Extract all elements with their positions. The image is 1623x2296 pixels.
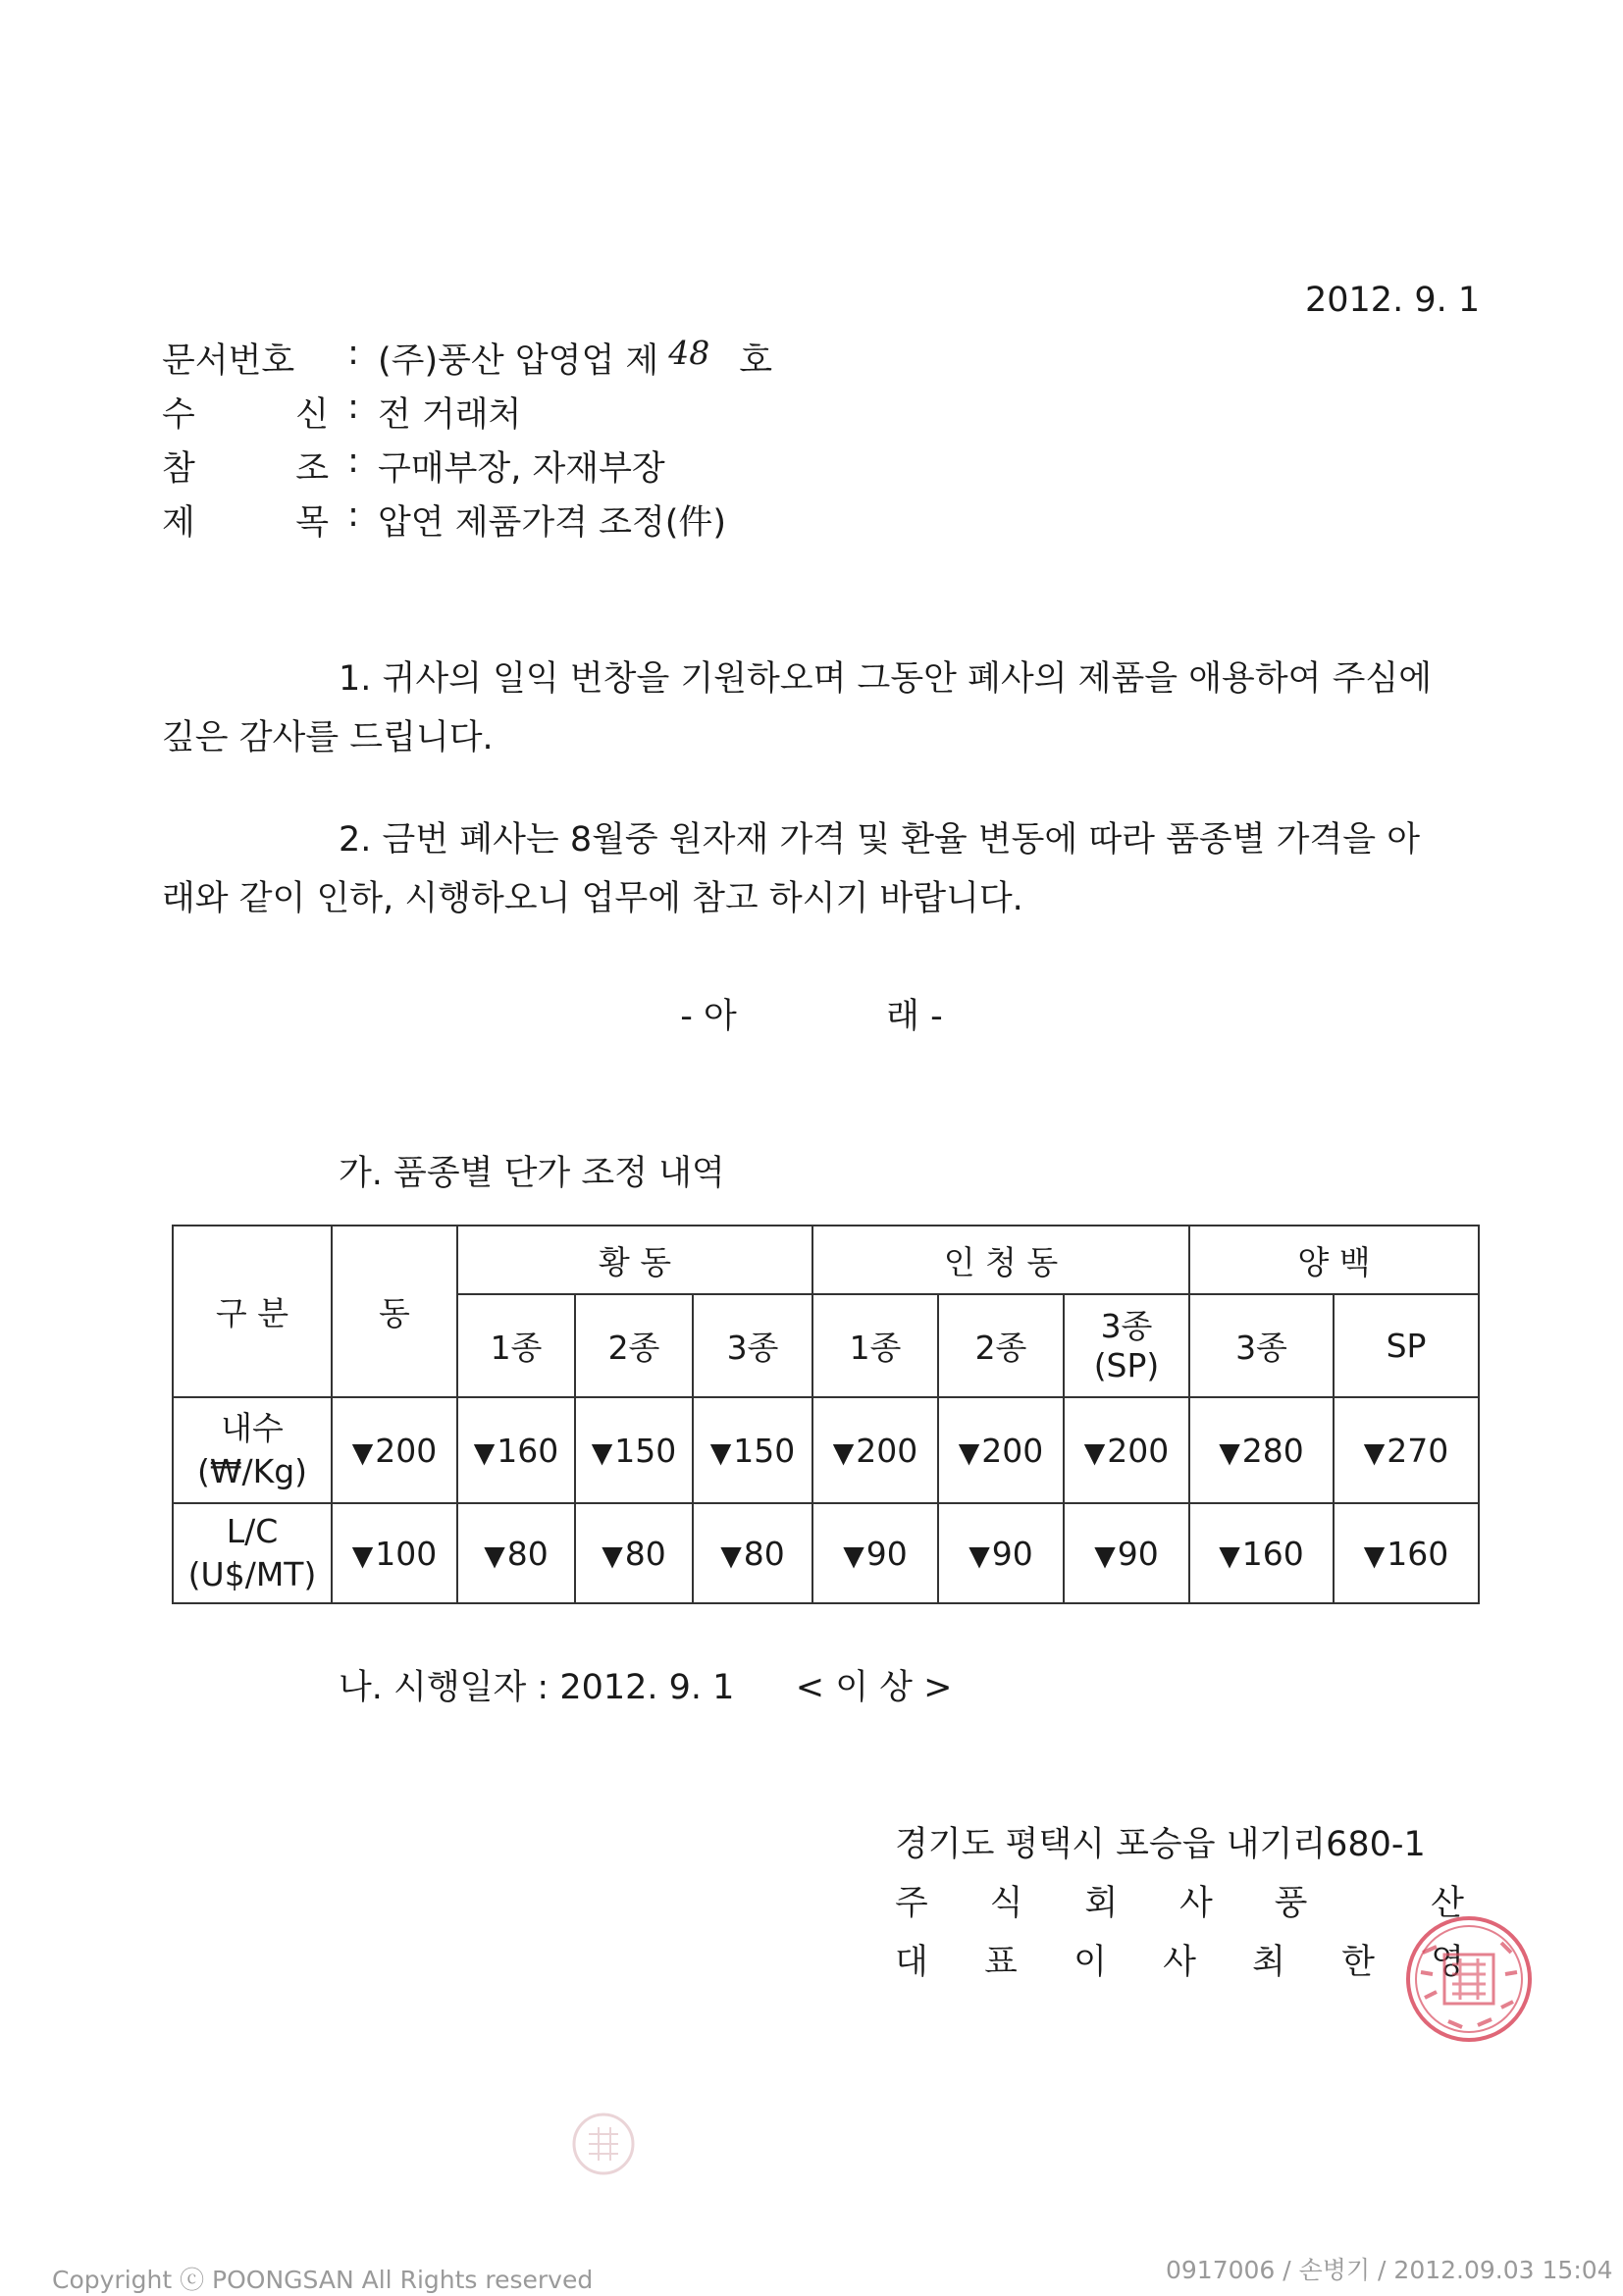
sender-ceo: 대 표 이 사 최 한 영 bbox=[895, 1943, 1464, 1982]
sub-header: 2종 bbox=[575, 1294, 693, 1397]
reference-label: 참 조 bbox=[162, 449, 329, 489]
end-mark: < 이 상 > bbox=[795, 1668, 953, 1707]
value-cell: ▼90 bbox=[938, 1503, 1064, 1603]
reference-value: 구매부장, 자재부장 bbox=[378, 449, 665, 489]
colon: : bbox=[347, 442, 359, 481]
sender-address: 경기도 평택시 포승읍 내기리680-1 bbox=[895, 1825, 1426, 1864]
recipient-label: 수 신 bbox=[162, 395, 329, 435]
stamp-info-footer: 0917006 / 손병기 / 2012.09.03 15:04 bbox=[1166, 2256, 1613, 2284]
value-cell: ▼80 bbox=[575, 1503, 693, 1603]
subject-row bbox=[162, 496, 726, 545]
value-cell: ▼90 bbox=[1064, 1503, 1189, 1603]
copyright-footer: Copyright ⓒ POONGSAN All Rights reserved bbox=[52, 2266, 594, 2294]
company-seal-stamp bbox=[1403, 1913, 1536, 2046]
section-a-heading: 가. 품종별 단가 조정 내역 bbox=[339, 1154, 725, 1193]
sub-header: SP bbox=[1334, 1294, 1479, 1397]
value-cell: ▼200 bbox=[1064, 1397, 1189, 1503]
section-b-effective-date: 나. 시행일자 : 2012. 9. 1 < 이 상 > bbox=[339, 1668, 953, 1707]
row-label: L/C (U$/MT) bbox=[173, 1503, 332, 1603]
reference-row bbox=[162, 442, 665, 491]
table-row bbox=[173, 1397, 1479, 1503]
document-date: 2012. 9. 1 bbox=[1305, 281, 1481, 320]
doc-number-prefix: (주)풍산 압영업 제 bbox=[378, 341, 659, 381]
value-cell: ▼200 bbox=[938, 1397, 1064, 1503]
colon: : bbox=[347, 388, 359, 427]
header-gubun: 구 분 bbox=[173, 1226, 332, 1397]
sender-company: 주 식 회 사 풍 산 bbox=[895, 1884, 1464, 1923]
faint-stamp-mark bbox=[569, 2110, 638, 2178]
colon: : bbox=[347, 496, 359, 535]
value-cell: ▼270 bbox=[1334, 1397, 1479, 1503]
value-cell: ▼100 bbox=[332, 1503, 457, 1603]
value-cell: ▼150 bbox=[693, 1397, 812, 1503]
doc-number-suffix: 호 bbox=[739, 341, 773, 381]
table-row bbox=[173, 1503, 1479, 1603]
value-cell: ▼160 bbox=[1334, 1503, 1479, 1603]
sub-header: 3종 bbox=[1189, 1294, 1334, 1397]
value-cell: ▼160 bbox=[457, 1397, 575, 1503]
doc-number-label: 문서번호 bbox=[162, 341, 295, 381]
value-cell: ▼80 bbox=[693, 1503, 812, 1603]
value-cell: ▼200 bbox=[332, 1397, 457, 1503]
header-hwangdong: 황 동 bbox=[457, 1226, 812, 1294]
price-adjustment-table bbox=[172, 1225, 1480, 1604]
header-yangbaek: 양 백 bbox=[1189, 1226, 1479, 1294]
doc-number-handwritten: 48 bbox=[668, 334, 710, 372]
subject-label: 제 목 bbox=[162, 503, 329, 543]
subject-value: 압연 제품가격 조정(件) bbox=[378, 503, 727, 543]
sub-header: 1종 bbox=[812, 1294, 938, 1397]
notice-title: - 아 래 - bbox=[680, 997, 943, 1036]
row-label: 내수 (₩/Kg) bbox=[173, 1397, 332, 1503]
value-cell: ▼150 bbox=[575, 1397, 693, 1503]
header-inchungdong: 인 청 동 bbox=[812, 1226, 1189, 1294]
value-cell: ▼280 bbox=[1189, 1397, 1334, 1503]
value-cell: ▼90 bbox=[812, 1503, 938, 1603]
value-cell: ▼160 bbox=[1189, 1503, 1334, 1603]
value-cell: ▼80 bbox=[457, 1503, 575, 1603]
header-dong: 동 bbox=[332, 1226, 457, 1397]
recipient-row bbox=[162, 388, 521, 437]
paragraph-2: 2. 금번 폐사는 8월중 원자재 가격 및 환율 변동에 따라 품종별 가격을 아 래와 같이 인하, 시행하오니 업무에 참고 하시기 바랍니다. bbox=[162, 820, 1421, 918]
recipient-value: 전 거래처 bbox=[378, 395, 522, 435]
sub-header: 1종 bbox=[457, 1294, 575, 1397]
sub-header: 3종 bbox=[693, 1294, 812, 1397]
sub-header-sp: 3종 (SP) bbox=[1064, 1294, 1189, 1397]
doc-number-row bbox=[162, 334, 772, 383]
colon: : bbox=[347, 334, 359, 373]
paragraph-1: 1. 귀사의 일익 번창을 기원하오며 그동안 폐사의 제품을 애용하여 주심에 깊은 감사를 드립니다. bbox=[162, 659, 1433, 757]
value-cell: ▼200 bbox=[812, 1397, 938, 1503]
sub-header: 2종 bbox=[938, 1294, 1064, 1397]
